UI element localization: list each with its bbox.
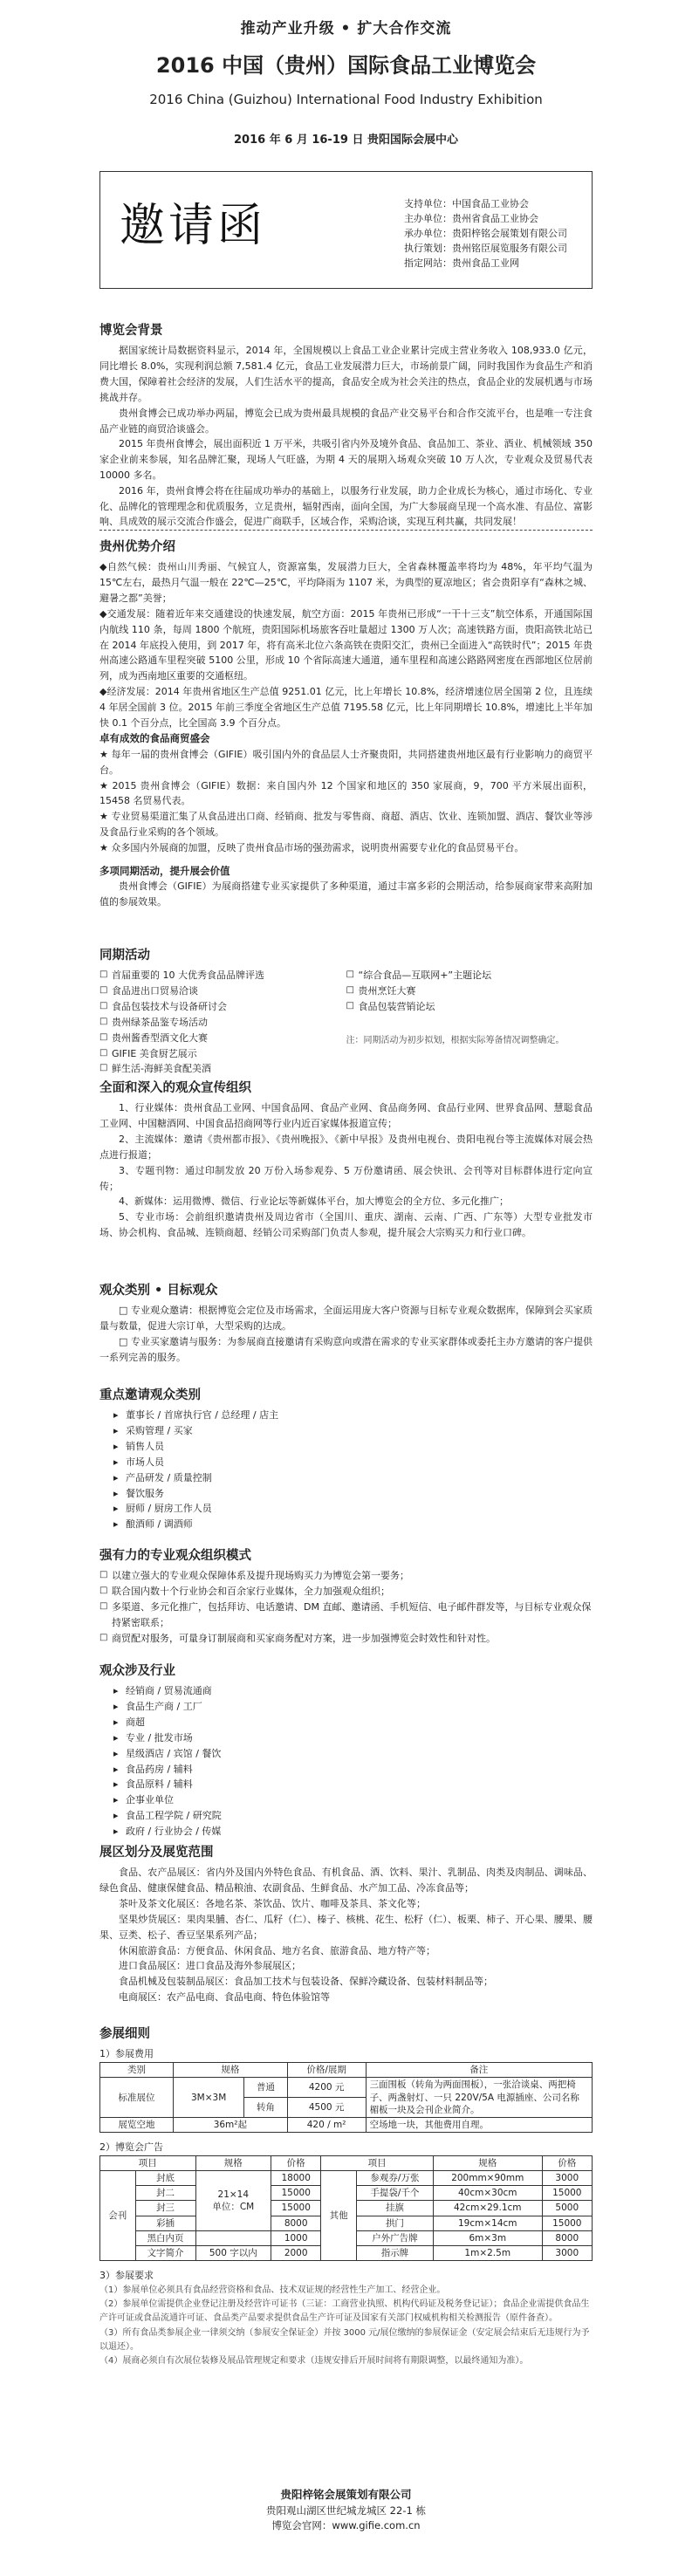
industry-item: ▸ 星级酒店 / 宾馆 / 餐饮	[99, 1746, 593, 1762]
industry-item: ▸ 食品原料 / 辅料	[99, 1777, 593, 1792]
table-cell: 40cm×30cm	[433, 2186, 542, 2201]
table-row	[100, 2063, 593, 2078]
activity-note: 注：同期活动为初步拟划，根据实际筹备情况调整确定。	[346, 1035, 565, 1045]
audience-item: ▸ 酿酒师 / 调酒师	[99, 1517, 593, 1532]
table-cell: 手提袋/千个	[356, 2186, 433, 2201]
activity-columns	[99, 968, 593, 1077]
industry-item: ▸ 经销商 / 贸易流通商	[99, 1683, 593, 1699]
zone-item: 茶叶及茶文化展区：各地名茶、茶饮品、饮片、咖啡及茶具、茶文化等；	[119, 1898, 426, 1910]
promotion-item: 4、新媒体：运用微博、微信、行业论坛等新媒体平台，加大博览会的全方位、多元化推广；	[119, 1196, 509, 1208]
industries-section	[99, 1661, 593, 1840]
table-cell: 15000	[271, 2201, 321, 2216]
audience-section	[99, 1281, 593, 1366]
key-audience-section	[99, 1386, 593, 1532]
table-cell: 转角	[244, 2098, 287, 2118]
table-cell: 21×14 单位：CM	[195, 2171, 271, 2231]
activity-item: □ 贵州绿茶品鉴专场活动	[99, 1015, 346, 1031]
activity-item: □ 食品包装营销论坛	[346, 999, 593, 1015]
table-row	[100, 2078, 593, 2098]
promotion-item: 3、专题刊物：通过印制发放 20 万份入场参观券、5 万份邀请函、展会快讯、会刊等对目标群体进行定向宣传；	[99, 1164, 593, 1192]
audience-item: ▸ 董事长 / 首席执行官 / 总经理 / 店主	[99, 1408, 593, 1423]
advantage-item: ◆经济发展：2014 年贵州省地区生产总值 9251.01 亿元，比上年增长 10.8%，经济增速位居全国第 2 位，且连续 4 年居全国前 3 位。2015 年前三季度全省地区生产总值 7195.58 亿元，比上年同期增长 10.8%，增速比上半年加快 0.1 个百分点，比全国高 3.9 个百分点。	[99, 685, 593, 729]
activity-left	[99, 968, 346, 1077]
table-header: 价格	[542, 2155, 592, 2170]
activity-item: □ 食品进出口贸易洽谈	[99, 983, 346, 999]
table-cell: 500 字以内	[195, 2246, 271, 2261]
title-english: 2016 China (Guizhou) International Food Industry Exhibition	[149, 92, 543, 107]
table-row	[100, 2155, 593, 2170]
activity-item: □ 食品包装技术与设备研讨会	[99, 999, 346, 1015]
table-cell: 展览空地	[100, 2117, 174, 2132]
requirement-item: （1）参展单位必须具有食品经营资格和食品、技术双证规的经营性生产加工、经营企业。	[99, 2285, 446, 2295]
table-header: 价格/展期	[287, 2063, 366, 2078]
table-header: 规格	[433, 2155, 542, 2170]
table-cell: 空场地一块，其他费用自理。	[366, 2117, 592, 2132]
table-cell: 封底	[135, 2171, 195, 2186]
audience-item: ▸ 产品研发 / 质量控制	[99, 1470, 593, 1486]
promotion-item: 1、行业媒体：贵州食品工业网、中国食品网、食品产业网、食品商务网、食品行业网、世界食品网、慧聪食品工业网、中国糖酒网、中国食品招商网等行业内近百家媒体报道宣传；	[99, 1102, 593, 1130]
advantages-section	[99, 538, 593, 910]
table-cell: 封三	[135, 2201, 195, 2216]
sponsor-line: 指定网站：贵州食品工业网	[404, 257, 519, 270]
sponsor-list	[404, 196, 567, 271]
advertising-table	[99, 2155, 593, 2261]
audience-item: ▸ 市场人员	[99, 1455, 593, 1470]
section-title: 贵州优势介绍	[99, 540, 175, 554]
paragraph: □ 专业买家邀请与服务：为参展商直接邀请有采购意向或潜在需求的专业买家群体或委托主办方邀请的客户提供一系列完善的服务。	[99, 1336, 593, 1363]
sponsor-line: 支持单位：中国食品工业协会	[404, 198, 529, 209]
fees-section	[99, 2024, 593, 2368]
promotion-item: 2、主流媒体：邀请《贵州都市报》、《贵州晚报》、《新中早报》及贵州电视台、贵阳电视台等主流媒体对展会热点进行报道；	[99, 1134, 593, 1161]
zone-item: 进口食品展区：进口食品及海外参展展区；	[119, 1960, 301, 1972]
organize-item: □ 以建立强大的专业观众保障体系及提升现场购买力为博览会第一要务；	[99, 1568, 593, 1584]
table-cell: 8000	[542, 2230, 592, 2245]
table-cell	[195, 2230, 271, 2245]
advantage-item: ◆自然气候：贵州山川秀丽、气候宜人，资源富集，发展潜力巨大，全省森林覆盖率将均为 48%，年平均气温为 15℃左右，最热月气温一般在 22℃—25℃，平均降雨为 1107 米，为典型的夏凉地区；省会贵阳享有“森林之城、避暑之都”美誉；	[99, 561, 593, 605]
table-cell: 1000	[271, 2230, 321, 2245]
zone-item: 食品机械及包装制品展区：食品加工技术与包装设备、保鲜冷藏设备、包装材料制品等；	[119, 1976, 493, 1988]
page-footer	[0, 2487, 692, 2533]
table-cell: 文字简介	[135, 2246, 195, 2261]
table-cell: 3000	[542, 2171, 592, 2186]
section-title: 展区划分及展览范围	[99, 1846, 214, 1860]
paragraph: 贵州食博会已成功举办两届，博览会已成为贵州最具规模的食品产业交易平台和合作交流平台，也是唯一专注食品产业链的商贸洽谈盛会。	[99, 407, 593, 435]
table-header: 规格	[195, 2155, 271, 2170]
organize-item: □ 商贸配对服务，可量身订制展商和买家商务配对方案，进一步加强博览会时效性和针对性。	[99, 1631, 593, 1647]
sponsor-line: 执行策划：贵州铭臣展览服务有限公司	[404, 243, 567, 255]
star-item: ★ 每年一届的贵州食博会（GIFIE）吸引国内外的食品层人士齐聚贵阳，共同搭建贵州地区最有行业影响力的商贸平台。	[99, 749, 593, 776]
section-title: 观众类别 • 目标观众	[99, 1284, 218, 1298]
activity-item: □ “综合食品—互联网+”主题论坛	[346, 968, 593, 983]
table-cell: 6m×3m	[433, 2230, 542, 2245]
activities-section	[99, 946, 593, 1077]
industry-item: ▸ 政府 / 行业协会 / 传媒	[99, 1824, 593, 1840]
table-row	[100, 2117, 593, 2132]
promotion-item: 5、专业市场：会前组织邀请贵州及周边省市（全国川、重庆、湖南、云南、广西、广东等）大型专业批发市场、协会机构、食品城、连锁商超、经销公司采购部门负责人参观，提升展会大宗购买力和行业口碑。	[99, 1211, 593, 1238]
audience-item: ▸ 餐饮服务	[99, 1486, 593, 1502]
zones-section	[99, 1843, 593, 2005]
zone-item: 食品、农产品展区：省内外及国内外特色食品、有机食品、酒、饮料、果汁、乳制品、肉类及肉制品、调味品、绿色食品、健康保健食品、精品粮油、农副食品、生鲜食品、水产加工品、冷冻食品等；	[99, 1867, 593, 1894]
table-cell: 19cm×14cm	[433, 2216, 542, 2230]
table-cell: 黑白内页	[135, 2230, 195, 2245]
table-cell: 36m²起	[174, 2117, 288, 2132]
audience-item: ▸ 厨师 / 厨房工作人员	[99, 1501, 593, 1517]
table-cell: 3M×3M	[174, 2078, 244, 2118]
table-header: 规格	[174, 2063, 288, 2078]
table-cell: 户外广告牌	[356, 2230, 433, 2245]
section-title: 观众涉及行业	[99, 1664, 175, 1678]
activity-item: □ 首届重要的 10 大优秀食品品牌评选	[99, 968, 346, 983]
requirement-item: （4）展商必须自有次展位装修及展品管理规定和要求（违规安排后开展时间将有期限调整，以最终通知为准）。	[99, 2355, 529, 2366]
star-item: ★ 专业贸易渠道汇集了从食品进出口商、经销商、批发与零售商、商超、酒店、饮业、连锁加盟、酒店、餐饮业等涉及食品行业采购的各个领域。	[99, 811, 593, 839]
sponsor-line: 主办单位：贵州省食品工业协会	[404, 213, 538, 225]
paragraph: 2015 年贵州食博会，展出面积近 1 万平米，共吸引省内外及境外食品、食品加工、茶业、酒业、机械领域 350 家企业前来参展，知名品牌汇聚，现场人气旺盛，为期 4 天的展期入场观众突破 10 万人次，专业观众及贸易代表 10000 多名。	[99, 438, 593, 481]
industry-item: ▸ 商超	[99, 1715, 593, 1730]
background-section	[99, 321, 593, 531]
subheading: 卓有成效的食品商贸盛会	[99, 732, 210, 745]
activity-item: □ 贵州酱香型酒文化大赛	[99, 1031, 346, 1046]
date-venue: 2016 年 6 月 16-19 日 贵阳国际会展中心	[234, 134, 458, 147]
activity-item: □ 贵州烹饪大赛	[346, 983, 593, 999]
table-cell: 标准展位	[100, 2078, 174, 2118]
section-title: 重点邀请观众类别	[99, 1388, 201, 1402]
table-cell: 2000	[271, 2246, 321, 2261]
table-cell: 参观券/万张	[356, 2171, 433, 2186]
table-cell: 4500 元	[287, 2098, 366, 2118]
paragraph: 据国家统计局数据资料显示，2014 年，全国规模以上食品工业企业累计完成主营业务收入 108,933.0 亿元，同比增长 8.0%，实现利润总额 7,581.4 亿元，食品工业发展潜力巨大，市场前景广阔，同时我国作为食品生产和消费大国，保障着社会经济的发展，人们生活水平的提高，食品安全成为社会关注的热点，食品企业的发展机遇与市场挑战并存。	[99, 345, 593, 403]
section-title: 博览会背景	[99, 324, 163, 338]
table-cell: 三面围板（转角为两面围板），一张洽谈桌、两把椅子、两盏射灯、一只 220V/5A 电源插座、公司名称楣板一块及会刊企业简介。	[366, 2078, 592, 2118]
subheading: 多项同期活动，提升展会价值	[99, 864, 230, 877]
industry-item: ▸ 专业 / 批发市场	[99, 1730, 593, 1746]
table-header: 备注	[366, 2063, 592, 2078]
activity-item: □ GIFIE 美食厨艺展示	[99, 1046, 346, 1062]
page-header	[0, 0, 692, 155]
paragraph: □ 专业观众邀请：根据博览会定位及市场需求，全面运用庞大客户资源与目标专业观众数据库，保障到会买家质量与数量，促进大宗订单，大型采购的达成。	[99, 1305, 593, 1333]
table-cell: 15000	[271, 2186, 321, 2201]
invitation-box	[99, 171, 593, 289]
table-row	[100, 2171, 593, 2186]
star-item: ★ 众多国内外展商的加盟，反映了贵州食品市场的强劲需求，说明贵州需要专业化的食品贸易平台。	[99, 841, 524, 853]
paragraph: 贵州食博会（GIFIE）为展商搭建专业买家提供了多种渠道，通过丰富多彩的会期活动，给参展商家带来高附加值的参展效果。	[99, 880, 593, 908]
sponsor-line: 承办单位：贵阳梓铭会展策划有限公司	[404, 228, 567, 240]
zone-item: 电商展区：农产品电商、食品电商、特色体验馆等	[119, 1990, 330, 2003]
industry-item: ▸ 食品工程学院 / 研究院	[99, 1808, 593, 1824]
requirement-item: （2）参展单位需提供企业登记注册及经营许可证书（三证：工商营业执照、机构代码证及税务登记证）；食品企业需提供食品生产许可证或食品流通许可证、食品类产品要求提供食品生产许可证及国家有关部门权威机构相关检测报告（原件备查）。	[99, 2299, 590, 2324]
star-item: ★ 2015 贵州食博会（GIFIE）数据：来自国内外 12 个国家和地区的 350 家展商，9，700 平方米展出面积，15458 名贸易代表。	[99, 779, 593, 807]
requirement-item: （3）所有食品类参展企业一律须交纳（参展安全保证金）并按 3000 元/展位缴纳的参展保证金（安定展会结束后无违规行为予以退还）。	[99, 2327, 590, 2352]
table-cell: 3000	[542, 2246, 592, 2261]
organize-item: □ 联合国内数十个行业协会和百余家行业媒体，全力加强观众组织；	[99, 1584, 593, 1600]
table-cell: 拱门	[356, 2216, 433, 2230]
table-cell: 4200 元	[287, 2078, 366, 2098]
section-title: 全面和深入的观众宣传组织	[99, 1081, 251, 1095]
table-cell: 会刊	[100, 2171, 136, 2261]
section-title: 同期活动	[99, 949, 150, 963]
table-cell: 1m×2.5m	[433, 2246, 542, 2261]
table-cell: 普通	[244, 2078, 287, 2098]
table-cell: 42cm×29.1cm	[433, 2201, 542, 2216]
table-cell: 15000	[542, 2186, 592, 2201]
slogan: 推动产业升级 • 扩大合作交流	[240, 20, 452, 38]
industry-item: ▸ 食品药房 / 辅料	[99, 1762, 593, 1778]
zone-item: 坚果炒货展区：果肉果脯、杏仁、瓜籽（仁）、榛子、核桃、花生、松籽（仁）、板栗、柿子、开心果、腰果、腰果、豆类、松子、香豆坚果系列产品；	[99, 1913, 593, 1941]
table-header: 价格	[271, 2155, 321, 2170]
table-label: 1）参展费用	[99, 2048, 154, 2060]
table-cell: 15000	[542, 2216, 592, 2230]
title-chinese: 2016 中国（贵州）国际食品工业博览会	[155, 53, 537, 78]
booth-fee-table	[99, 2062, 593, 2133]
table-label: 3）参展要求	[99, 2270, 154, 2282]
advantage-item: ◆交通发展：随着近年来交通建设的快速发展，航空方面：2015 年贵州已形成“一干十三支”航空体系，开通国际国内航线 110 条，每周 1800 个航班，贵阳国际机场旅客吞吐量超过 1300 万人次；高速铁路方面，贵阳高铁北站已在 2014 年底投入使用，到 2017 年，将有高米北位六条高铁在贵阳交汇，贵州已全面进入“高铁时代”；2015 年贵州高速公路通车里程突破 5100 公里，形成 10 个省际高速大通道，通车里程和高速公路路网密度在西部地区位居前列，成为西南地区重要的交通枢纽。	[99, 607, 593, 682]
activity-right	[346, 968, 593, 1077]
footer-company: 贵阳梓铭会展策划有限公司	[280, 2488, 412, 2501]
promotion-section	[99, 1079, 593, 1241]
table-cell: 18000	[271, 2171, 321, 2186]
paragraph: 2016 年，贵州食博会将在往届成功举办的基础上，以服务行业发展，助力企业成长为核心，通过市场化、专业化、品牌化的管理理念和优质服务，立足贵州，辐射西南，面向全国，为广大参展商呈现一个高水准、有品位、富影响、具成效的展示交流合作盛会，促进广商联手，区域合作，采购洽谈，实现互利共赢，共同发展！	[99, 483, 593, 531]
organize-item: □ 多渠道、多元化推广，包括拜访、电话邀请、DM 直邮、邀请函、手机短信、电子邮件群发等，与目标专业观众保持紧密联系；	[99, 1600, 593, 1631]
zone-item: 休闲旅游食品：方便食品、休闲食品、地方名食、旅游食品、地方特产等；	[119, 1944, 435, 1956]
table-header: 类别	[100, 2063, 174, 2078]
industry-item: ▸ 食品生产商 / 工厂	[99, 1699, 593, 1715]
table-cell: 指示牌	[356, 2246, 433, 2261]
table-cell: 200mm×90mm	[433, 2171, 542, 2186]
footer-website: 博览会官网：www.gifie.com.cn	[271, 2519, 421, 2531]
industry-item: ▸ 企事业单位	[99, 1792, 593, 1808]
table-cell: 彩插	[135, 2216, 195, 2230]
audience-item: ▸ 采购管理 / 买家	[99, 1423, 593, 1439]
table-cell: 8000	[271, 2216, 321, 2230]
footer-address: 贵阳观山湖区世纪城龙城区 22-1 栋	[266, 2504, 426, 2517]
table-header: 项目	[321, 2155, 434, 2170]
table-header: 项目	[100, 2155, 196, 2170]
organize-section	[99, 1546, 593, 1647]
activity-item: □ 鲜生活-海鲜美食配美酒	[99, 1061, 346, 1077]
table-cell: 5000	[542, 2201, 592, 2216]
audience-item: ▸ 销售人员	[99, 1439, 593, 1455]
table-cell: 挂旗	[356, 2201, 433, 2216]
section-title: 强有力的专业观众组织模式	[99, 1549, 251, 1563]
table-cell: 其他	[321, 2171, 357, 2261]
section-title: 参展细则	[99, 2027, 150, 2041]
table-cell: 封二	[135, 2186, 195, 2201]
invitation-heading: 邀请函	[120, 200, 267, 252]
table-label: 2）博览会广告	[99, 2141, 163, 2154]
table-cell: 420 / m²	[287, 2117, 366, 2132]
